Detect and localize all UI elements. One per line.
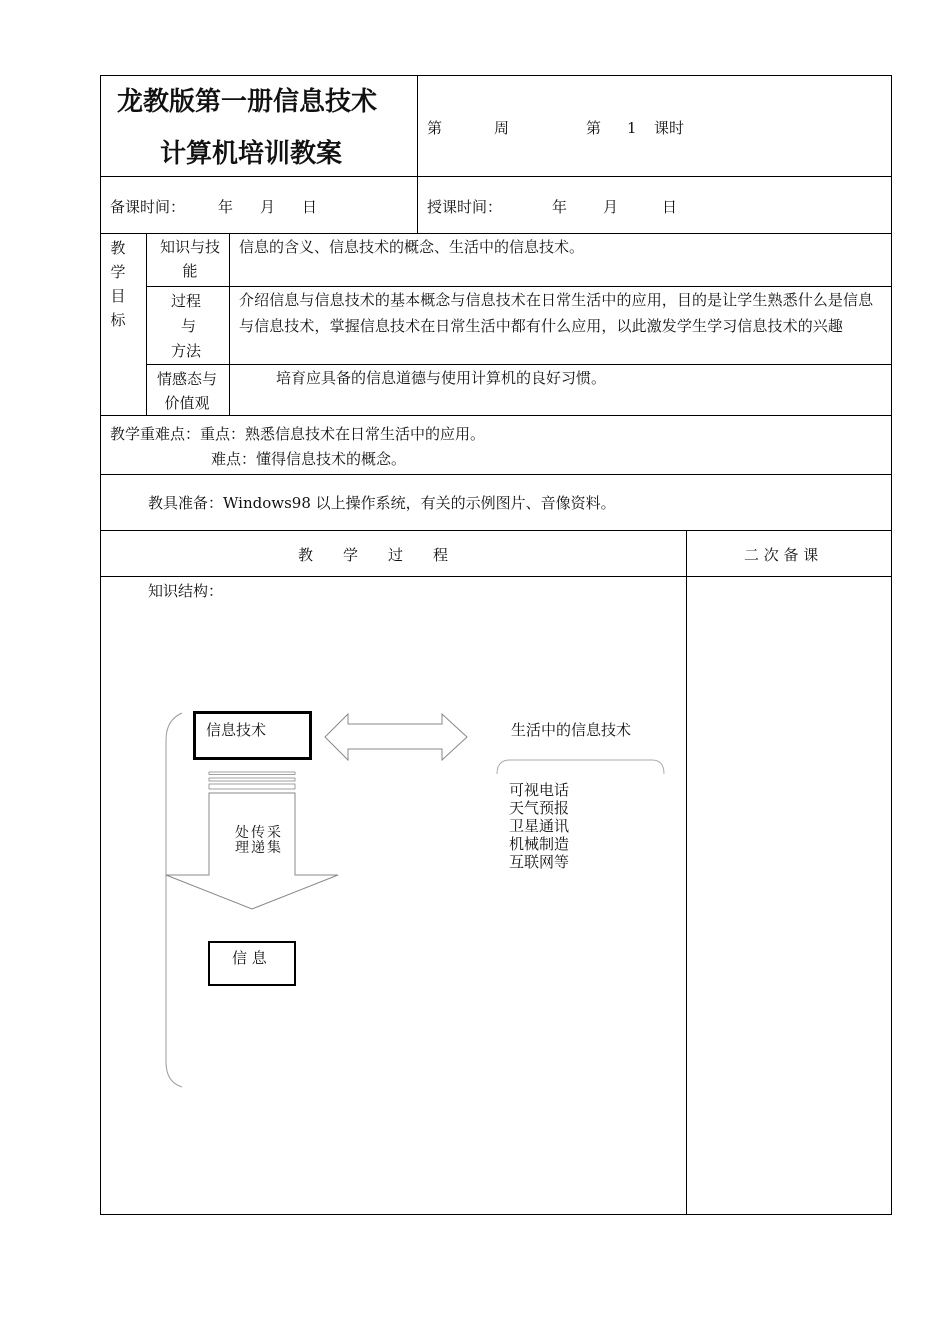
arrow-label-transmit: 传递 [251,825,265,856]
objective-process-label-2: 与 [181,317,197,335]
list-item: 天气预报 [509,799,570,817]
teach-day: 日 [662,198,678,216]
objective-process-content: 介绍信息与信息技术的基本概念与信息技术在日常生活中的应用，目的是让学生熟悉什么是信息与信息技术，掌握信息技术在日常生活中都有什么应用，以此激发学生学习信息技术的兴趣 [239,291,874,335]
objective-knowledge-content: 信息的含义、信息技术的概念、生活中的信息技术。 [239,238,585,256]
knowledge-structure-label: 知识结构： [148,582,224,600]
week-unit: 周 [494,119,510,137]
it-box-label: 信息技术 [206,721,267,739]
list-item: 可视电话 [509,781,570,799]
key-points-line1: 教学重难点：重点：熟悉信息技术在日常生活中的应用。 [110,425,486,443]
week-label: 第 [427,119,443,137]
key-points-line2: 难点：懂得信息技术的概念。 [211,450,407,468]
arrow-stripe [209,772,295,775]
list-item: 互联网等 [509,853,570,871]
objective-process-label-1: 过程 [171,292,202,310]
teach-year: 年 [552,198,568,216]
objective-knowledge-label: 知识与技能 [160,238,221,280]
life-title: 生活中的信息技术 [511,721,632,739]
objective-attitude-content: 培育应具备的信息道德与使用计算机的良好习惯。 [276,369,607,387]
teach-month: 月 [603,198,619,216]
teach-time-label: 授课时间： [427,198,503,216]
objectives-group-label: 教学目标 [110,239,126,329]
prep-year: 年 [218,198,234,216]
list-item: 机械制造 [509,835,570,853]
lesson-label: 第 [586,119,602,137]
lesson-number: 1 [627,119,637,137]
materials-line: 教具准备：Windows98 以上操作系统，有关的示例图片、音像资料。 [148,494,616,512]
objective-process-label-3: 方法 [171,342,202,360]
prep-day: 日 [302,198,318,216]
arrow-stripe [209,778,295,781]
second-prep-header: 二 次 备 课 [744,546,819,564]
life-items-list [509,781,569,871]
life-bracket [497,760,664,774]
objective-attitude-label: 情感态与价值观 [156,370,217,412]
prep-time-label: 备课时间： [110,198,186,216]
arrow-stripe [209,784,295,789]
prep-month: 月 [260,198,276,216]
page-title-line1: 龙教版第一册信息技术 [117,87,378,117]
info-box-label: 信 息 [232,949,267,967]
double-arrow [325,714,467,760]
page-title-line2: 计算机培训教案 [160,139,343,169]
list-item: 卫星通讯 [509,817,570,835]
process-header: 教 学 过 程 [298,546,449,564]
left-bracket [166,713,182,1087]
lesson-unit: 课时 [654,119,685,137]
arrow-label-process: 处理 [235,825,249,856]
arrow-label-collect: 采集 [267,825,281,856]
